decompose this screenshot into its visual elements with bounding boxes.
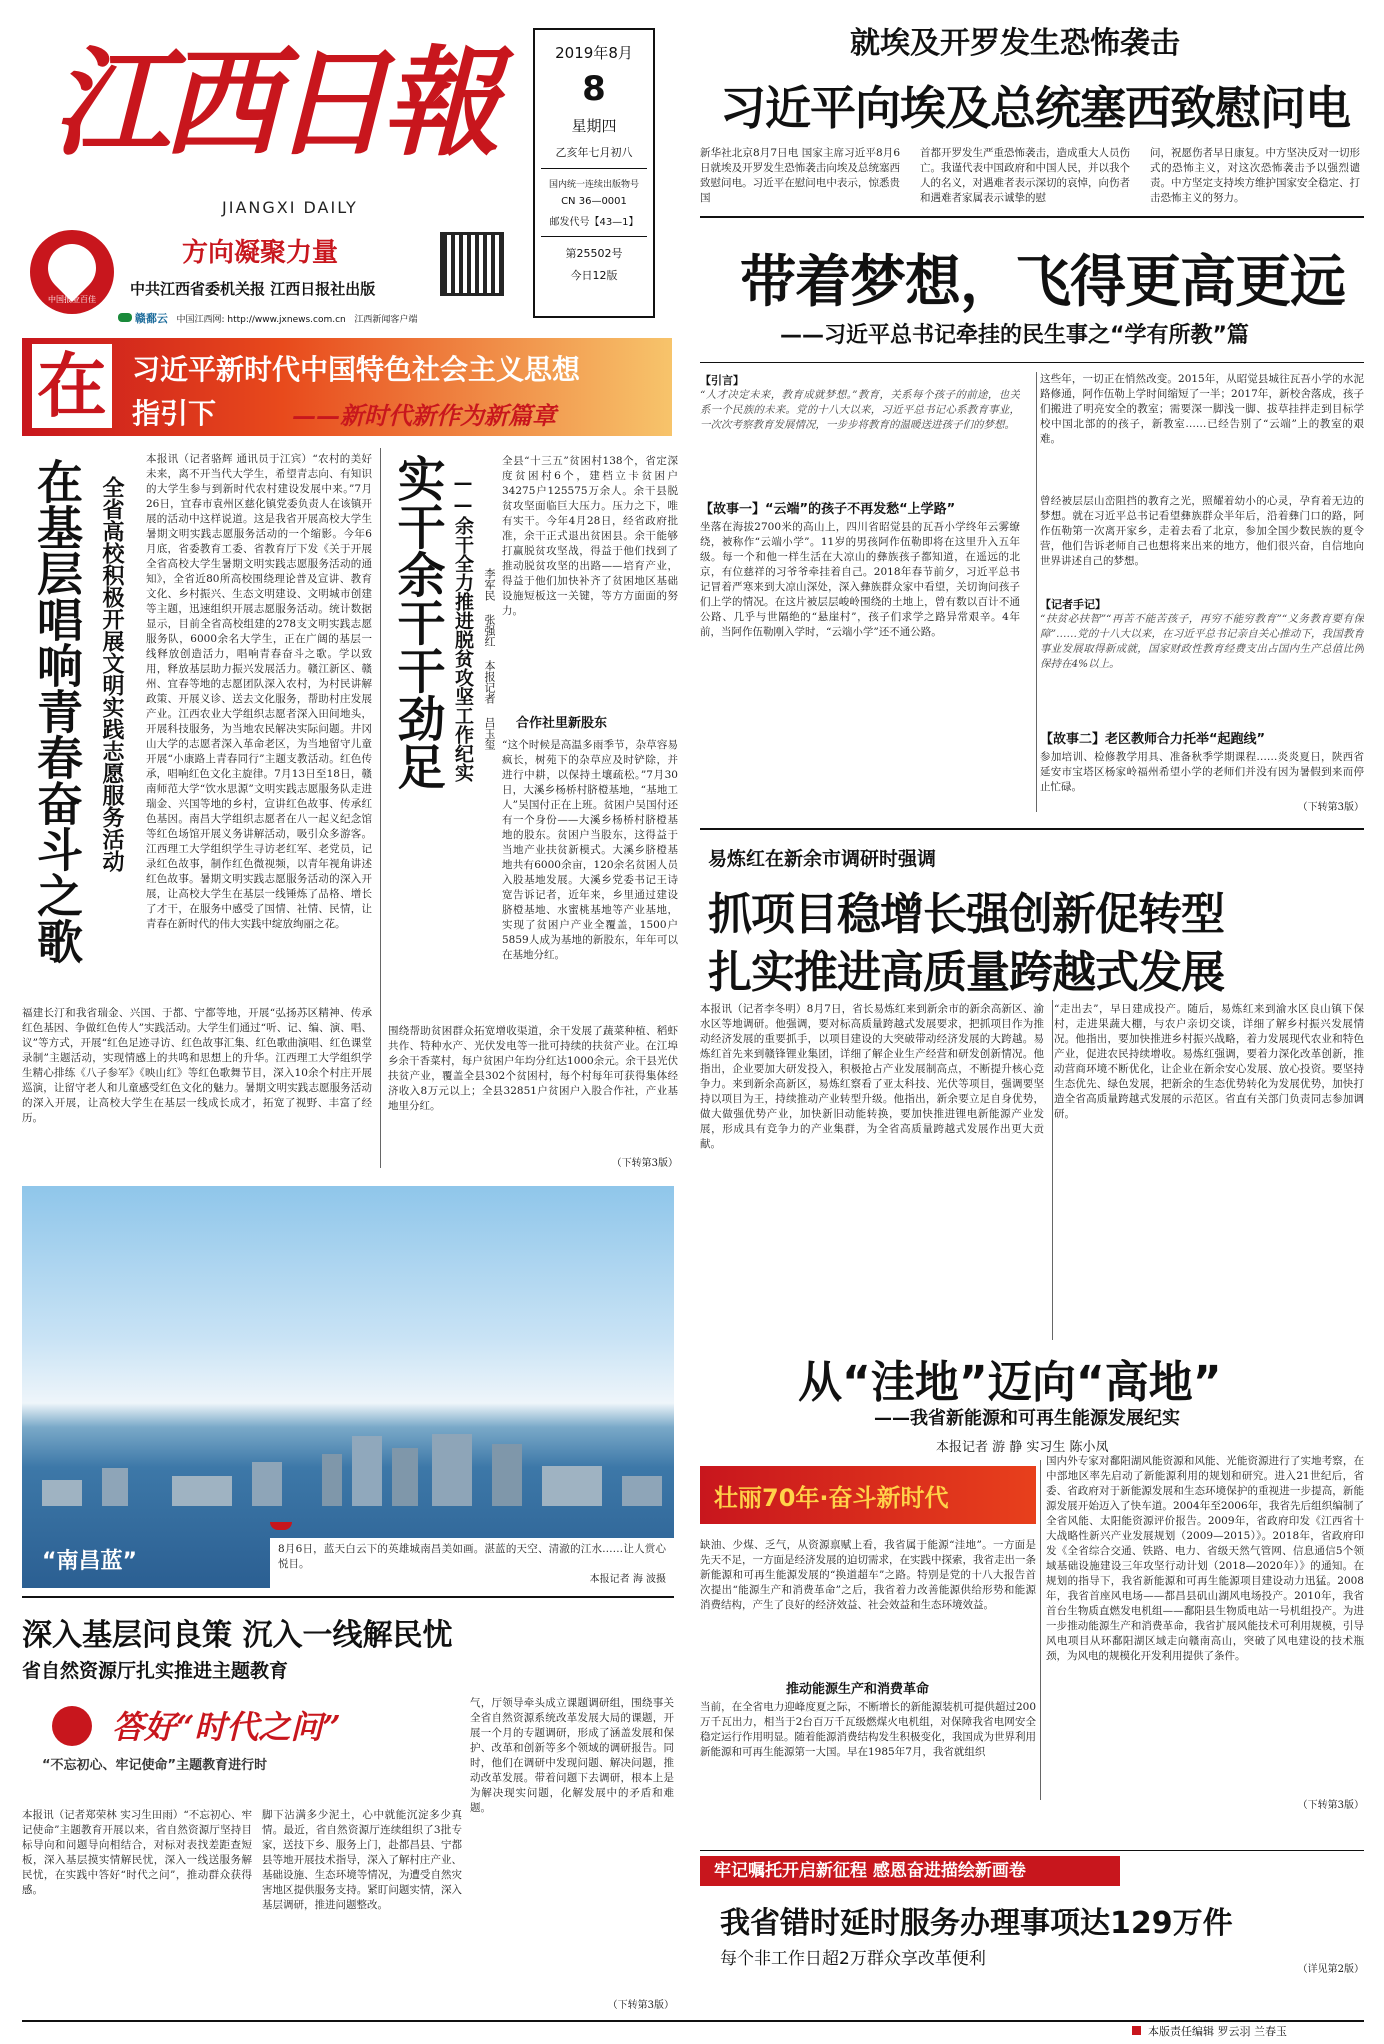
story-service — [700, 1856, 1364, 2026]
yu-byline: 李军民 张强红 本报记者 吕玉玺 — [483, 568, 496, 750]
date-pages: 今日12版 — [570, 269, 618, 282]
footer-editors: 本版责任编辑 罗云羽 兰春玉 — [1148, 2025, 1287, 2038]
yu-section: 合作社里新股东 — [516, 716, 608, 731]
egypt-col2: 首都开罗发生严重恐怖袭击，造成重大人员伤亡。我谨代表中国政府和中国人民，并以我个人的名义，对遇难者表示深切的哀悼，向伤者和遇难者家属表示诚挚的慰 — [920, 147, 1130, 204]
dream-headline: 带着梦想，飞得更高更远 — [740, 250, 1345, 315]
dream-intro-label: 【引言】 — [700, 374, 744, 387]
dream-story2-title: 【故事二】老区教师合力托举“起跑线” — [1040, 732, 1266, 747]
story-yu — [388, 448, 678, 1172]
masthead-publisher: 中共江西省委机关报 江西日报社出版 — [130, 280, 376, 298]
yu-subhead: ——余干全力推进脱贫攻坚工作纪实 — [452, 472, 474, 782]
dream-subhead: ——习近平总书记牵挂的民生事之“学有所教”篇 — [780, 323, 1249, 348]
lowland-col1-section: 推动能源生产和消费革命 — [786, 1682, 930, 1697]
yi-col-right: “走出去”，早日建成投产。随后，易炼红来到渝水区良山镇下保村，走进果蔬大棚，与农户亲切交谈，详细了解乡村振兴发展情况。他指出，要加快推进乡村振兴战略，着力发展现代农业和特色产业，促进农民持续增收。易炼红强调，要着力深化改革创新，推动营商环境不断优化，让企业在新余安心发展、放心投资。要坚持生态优先、绿色发展，把新余的生态优势转化为发展优势，加快打造全省高质量跨越式发展的示范区。省直有关部门负责同志参加调研。 — [1054, 1003, 1364, 1120]
lowland-col1b: 当前，在全省电力迎峰度夏之际，不断增长的新能源装机可提供超过200万千瓦出力，相当于2台百万千瓦级燃煤火电机组，对保障我省电网安全稳定运行作用明显。随着能源消费结构发生积极变化，我国成为世界利用新能源和可再生能源第一大国。早在1985年7月，我省就组织 — [700, 1701, 1036, 1758]
photo-caption-tag: “南昌蓝” — [42, 1549, 137, 1574]
youth-body: 本报讯（记者骆辉 通讯员于江宾）“农村的美好未来，离不开当代大学生，希望青志向、有知识的大学生参与到新时代农村建设发展中来。”7月26日，宜春市袁州区慈化镇党委负责人在该镇开展的活动中这样说道。这是我省开展高校大学生暑期文明实践志愿服务活动的一个缩影。今年6月底，省委教育工委、省教育厅下发《关于开展全省高校大学生暑期文明实践志愿服务活动的通知》，全省近80所高校围绕理论普及宣讲、教育文化、乡村振兴、生态文明建设、文明城市创建等主题，迅速组织开展志愿服务活动。统计数据显示，目前全省高校组建的278支文明实践志愿服务队，6000余名大学生，正在广阔的基层一线释放创造活力，唱响青春奋斗之歌。学以致用，释放基层助力振兴发展活力。赣江新区、赣州、宜春等地的志愿团队深入农村，为村民讲解政策、开展义诊、送去文化服务，帮助村庄发展产业。江西农业大学组织志愿者深入田间地头，开展科技服务，为当地农民解决实际问题。井冈山大学的志愿者深入革命老区，为当地留守儿童开展“小康路上青春同行”主题支教活动。红色传承，唱响红色文化主旋律。7月13日至18日，赣南师范大学“饮水思源”文明实践志愿服务队走进瑞金、兴国等地的乡村，宣讲红色故事、传承红色基因。南昌大学组织志愿者在八一起义纪念馆等红色场馆开展义务讲解活动，吸引众多游客。江西理工大学组织学生寻访老红军、老党员，记录红色故事，制作红色微视频，以青年视角讲述红色故事。暑期文明实践志愿服务活动的深入开展，让高校大学生在基层一线锤炼了品格、增长了才干，在服务中感受了国情、社情、民情，让青春在新时代的伟大实践中绽放绚丽之花。 — [146, 453, 372, 930]
lowland-col1: 缺油、少煤、乏气，从资源禀赋上看，我省属于能源“洼地”。一方面是先天不足，一方面是经济发展的迫切需求，在实践中探索，我省走出一条新能源和可再生能源发展的“换道超车”之路。特别是党的十八大报告首次提出“能源生产和消费革命”之后，我省着力改善能源供给形势和能源消费结构，产生了良好的经济效益、社会效益和生态环境效益。 — [700, 1539, 1036, 1611]
basic-col2: 脚下沾满多少泥土，心中就能沉淀多少真情。最近，省自然资源厅连续组织了3批专家，送技下乡、服务上门，赴都昌县、宁都县等地开展技术指导，深入了解村庄产业、基础设施、生态环境等情况，为遭受自然灾害地区提供服务支持。紧盯问题实情，深入基层调研，推进问题整改。 — [262, 1809, 462, 1911]
yi-headline1: 抓项目稳增长强创新促转型 — [708, 889, 1224, 940]
lowland-jump: （下转第3版） — [1297, 1800, 1364, 1811]
dream-note-label: 【记者手记】 — [1040, 598, 1106, 611]
date-issue: 第25502号 — [565, 247, 623, 260]
service-banner: 牢记嘱托开启新征程 感恩奋进描绘新画卷 — [700, 1856, 1120, 1886]
youth-body-cont: 福建长汀和我省瑞金、兴国、于都、宁都等地，开展“弘扬苏区精神、传承红色基因、争做红色传人”实践活动。大学生们通过“听、记、编、演、唱、议”等方式，开展“红色足迹寻访、红色故事汇集、红色歌曲演唱、红色课堂录制”主题活动，实现情感上的共鸣和思想上的升华。江西理工大学组织学生精心排练《八子参军》《映山红》等红色歌舞节目，深入10余个村庄开展巡演，让留守老人和儿童感受红色文化的魅力。暑期文明实践志愿服务活动的深入开展，让高校大学生在基层一线成长成才，拓宽了视野、丰富了经历。 — [22, 1007, 372, 1124]
story-dream — [700, 226, 1364, 826]
cloud-icon — [118, 313, 132, 322]
story-egypt — [700, 18, 1364, 218]
masthead-logo — [30, 230, 114, 314]
photo-credit: 本报记者 海 波摄 — [589, 1574, 666, 1585]
egypt-kicker: 就埃及开罗发生恐怖袭击 — [850, 26, 1180, 61]
banner-line1: 习近平新时代中国特色社会主义思想 — [132, 353, 581, 386]
yi-kicker: 易炼红在新余市调研时强调 — [708, 848, 937, 870]
basic-logo-sub: “不忘初心、牢记使命”主题教育进行时 — [42, 1758, 268, 1773]
lowland-subhead: ——我省新能源和可再生能源发展纪实 — [874, 1408, 1180, 1429]
yu-headline: 实干余干干劲足 — [389, 454, 445, 790]
service-subhead: 每个非工作日超2万群众享改革便利 — [720, 1949, 986, 1969]
basic-jump: （下转第3版） — [607, 2000, 674, 2011]
lowland-byline: 本报记者 游 静 实习生 陈小凤 — [936, 1440, 1109, 1455]
boat-icon — [270, 1522, 292, 1530]
ribbon-icon — [52, 1706, 92, 1746]
youth-subhead: 全省高校积极开展文明实践志愿服务活动 — [99, 476, 124, 872]
date-year-month: 2019年8月 — [555, 44, 633, 62]
lowland-banner — [700, 1466, 1036, 1524]
dream-jump: （下转第3版） — [1297, 802, 1364, 813]
masthead-slogan: 方向凝聚力量 — [182, 238, 339, 268]
footer-marker-icon — [1132, 2026, 1141, 2035]
dream-story1-title: 【故事一】“云端”的孩子不再发愁“上学路” — [700, 502, 956, 517]
date-day: 8 — [582, 69, 606, 109]
egypt-col1: 新华社北京8月7日电 国家主席习近平8月6日就埃及开罗发生恐怖袭击向埃及总统塞西致慰问电。习近平在慰问电中表示，惊悉贵国 — [700, 147, 900, 204]
date-box — [533, 28, 655, 318]
yi-headline2: 扎实推进高质量跨越式发展 — [708, 947, 1224, 998]
youth-headline: 在基层唱响青春奋斗之歌 — [30, 458, 84, 964]
dream-note: “扶贫必扶智”“再苦不能苦孩子，再穷不能穷教育”“义务教育要有保障”……党的十八大以来，在习近平总书记亲自关心推动下，我国教育事业发展取得新成就，国家财政性教育经费支出占国内生产总值比例保持在4%以上。 — [1040, 613, 1364, 670]
app-label: 江西新闻客户端 — [354, 315, 418, 325]
lowland-headline: 从“洼地”迈向“高地” — [798, 1357, 1222, 1408]
lowland-banner-text: 壮丽70年·奋斗新时代 — [714, 1484, 949, 1512]
yu-body1: 全县“十三五”贫困村138个，省定深度贫困村6个，建档立卡贫困户34275户125575万余人。余干县脱贫攻坚面临巨大压力。压力之下，唯有实干。今年4月28日，经省政府批准，余干正式退出贫困县。余干能够打赢脱贫攻坚战，得益于他们找到了推动脱贫攻坚的出路——培育产业，得益于他们加快补齐了贫困地区基础设施短板这一关键，等方方面面的努力。 — [502, 455, 678, 617]
masthead-title: 江西日報 — [52, 33, 493, 172]
date-post: 邮发代号【43—1】 — [549, 217, 639, 228]
yu-jump: （下转第3版） — [611, 1158, 678, 1169]
lowland-col2: 国内外专家对鄱阳湖风能资源和风能、光能资源进行了实地考察，在中部地区率先启动了新能源利用的规划和研究。进入21世纪后，省委、省政府对于新能源发展和生态环境保护的重视进一步提高，新能源发展开始迈入了快车道。2004年至2006年，我省先后组织编制了全省风能、太阳能资源评价报告。2009年，省政府印发《江西省十大战略性新兴产业发展规划（2009—2015）》。2018年，省政府印发《全省综合交通、铁路、电力、省级天然气管网、信息通信5个领域基础设施建设三年攻坚行动计划（2018—2020年）》的通知。在规划的指导下，我省新能源和可再生能源项目建设动力迅猛。2008年，我省首座风电场——都昌县矶山湖风电场投产。2010年，我省首台生物质直燃发电机组——鄱阳县生物质电站一号机组投产。为进一步推动能源生产和消费革命，我省扩展风能技术可利用规模，引导风电项目从环鄱阳湖区域走向赣南高山，突破了风电建设的技术瓶颈，为风电的规模化开发利用提供了条件。 — [1046, 1455, 1364, 1662]
dream-col2b: 曾经被层层山峦阻挡的教育之光，照耀着幼小的心灵，孕育着无边的梦想。就在习近平总书记看望彝族群众半年后，沿着彝门口的路，阿作伍勒第一次离开家乡，走着去看了北京，参加全国少数民族的夏令营，他们告诉老师自己也想将来出来的地方，他们很兴奋，自信地向世界讲述自己的梦想。 — [1040, 495, 1364, 567]
date-cn-label: 国内统一连续出版物号 — [548, 180, 639, 190]
basic-headline: 深入基层问良策 沉入一线解民忧 — [22, 1618, 453, 1653]
date-lunar: 乙亥年七月初八 — [555, 146, 633, 159]
skyline-icon — [22, 1446, 674, 1506]
service-jump: （详见第2版） — [1297, 1964, 1364, 1975]
egypt-col3: 问，祝愿伤者早日康复。中方坚决反对一切形式的恐怖主义，对这次恐怖袭击予以强烈谴责。中方坚定支持埃方维护国家安全稳定、打击恐怖主义的努力。 — [1150, 147, 1360, 204]
basic-subhead: 省自然资源厅扎实推进主题教育 — [22, 1660, 289, 1682]
website-link[interactable]: 中国江西网: http://www.jxnews.com.cn — [176, 315, 346, 325]
banner-thought — [22, 338, 672, 436]
masthead-links — [118, 310, 417, 326]
story-lowland — [700, 1340, 1364, 1840]
photo-nanchang — [22, 1186, 674, 1588]
logo-sub: 中国报业百佳 — [48, 295, 96, 304]
yu-body3: 围绕帮助贫困群众拓宽增收渠道，余干发展了蔬菜种植、稻虾共作、特种水产、光伏发电等一批可持续的扶贫产业。在江埠乡余干香菜村，每户贫困户年均分红达1000余元。余干县光伏扶贫产业，覆盖全县302个贫困村，每个村每年可获得集体经济收入8万元以上；全县32851户贫困户入股合作社，产业基地里分红。 — [388, 1025, 678, 1112]
story-basic — [22, 1600, 674, 2020]
story-yi — [700, 836, 1364, 1356]
dream-col2a: 这些年，一切正在悄然改变。2015年，从昭觉县城往瓦吾小学的水泥路修通，阿作伍勒上学时间缩短了一半；2017年，新校舍落成，孩子们搬进了明亮安全的教室；需要深一脚浅一脚、拔草挂拌走到目标学校中国北部的的孩子，新教室……已经告别了“云端”上的教室的艰难。 — [1040, 373, 1364, 445]
basic-col3: 气，厅领导牵头成立课题调研组，围绕事关全省自然资源系统改革发展大局的课题，开展一个月的专题调研，形成了涵盖发展和保护、改革和创新等多个领域的调研报告。同时，他们在调研中发现问题、解决问题，推动改革发展。带着问题下去调研，根本上是为解决现实问题，化解发展中的矛盾和难题。 — [470, 1697, 674, 1814]
cloud-label: 赣鄱云 — [134, 312, 168, 325]
banner-line2a: 指引下 — [132, 397, 217, 430]
basic-logo-title: 答好“时代之问” — [112, 1708, 341, 1746]
banner-line2b: ——新时代新作为新篇章 — [292, 401, 556, 430]
masthead — [22, 22, 542, 325]
flame-icon — [38, 234, 106, 302]
basic-col1: 本报讯（记者郑荣林 实习生田雨）“不忘初心、牢记使命”主题教育开展以来，省自然资源厅坚持目标导向和问题导向相结合，对标对表找差距查短板，深入基层摸实情解民忧，深入一线送服务解民忧，在实践中答好“时代之问”，推动群众获得感。 — [22, 1809, 252, 1896]
egypt-headline: 习近平向埃及总统塞西致慰问电 — [720, 81, 1350, 135]
yu-body2: “这个时候是高温多雨季节，杂草容易疯长，树苑下的杂草应及时铲除，并进行中耕，以保持土壤疏松。”7月30日，大溪乡杨桥村脐橙基地，“基地工人”吴国付正在上班。贫困户吴国付还有一个身份——大溪乡杨桥村脐橙基地的股东。贫困户当股东，这得益于当地产业扶贫新模式。大溪乡脐橙基地共有6000余亩，120余名贫困人员入股基地发展。大溪乡党委书记王诗宽告诉记者，近年来，乡里通过建设脐橙基地、水蜜桃基地等产业基地，实现了贫困户产业全覆盖，1500户5859人成为基地的新股东，年年可以在基地分红。 — [502, 739, 678, 961]
dream-story2: 参加培训、检修教学用具、准备秋季学期课程……炎炎夏日，陕西省延安市宝塔区杨家岭福州希望小学的老师们并没有因为暑假到来而停止忙碌。 — [1040, 751, 1364, 793]
footer — [22, 2020, 1364, 2038]
masthead-pinyin: JIANGXI DAILY — [222, 198, 358, 217]
yi-body: 本报讯（记者李冬明）8月7日，省长易炼红来到新余市的新余高新区、渝水区等地调研。他强调，要对标高质量跨越式发展要求，把抓项目作为推动经济发展的重要抓手，以项目建设的大突破带动经济发展的大跨越。易炼红首先来到赣锋锂业集团，详细了解企业生产经营和研发创新情况。他指出，企业要加大研发投入，积极抢占产业发展制高点，不断提升核心竞争力。来到新余高新区，易炼红察看了亚太科技、光伏等项目，强调要坚持以项目为王，持续推动产业转型升级。他指出，新余要立足自身优势，做大做强优势产业，加快新旧动能转换，要加快推进锂电新能源产业发展，形成具有竞争力的产业集群，为全省高质量跨越式发展作出更大贡献。 — [700, 1003, 1044, 1150]
basic-logo — [22, 1696, 352, 1800]
banner-big-char: 在 — [32, 344, 112, 428]
dream-story1: 坐落在海拔2700米的高山上，四川省昭觉县的瓦吾小学终年云雾缭绕，被称作“云端小学”。11岁的男孩阿作伍勒即将在这里升入五年级。每一个和他一样生活在大凉山的彝族孩子都知道，在遥远的北京，有位慈祥的习爷爷牵挂着自己。2018年春节前夕，习近平总书记冒着严寒来到大凉山深处，深入彝族群众家中看望，关切询问孩子们上学的情况。在这片被层层峻岭围绕的土地上，曾有数以百计不通公路、几乎与世隔绝的“悬崖村”，孩子们求学之路异常艰辛。4年前，当阿作伍勒刚入学时，“云端小学”还不通公路。 — [700, 521, 1020, 638]
service-headline: 我省错时延时服务办理事项达129万件 — [720, 1906, 1233, 1941]
photo-caption: 8月6日，蓝天白云下的英雄城南昌美如画。湛蓝的天空、清澈的江水……让人赏心悦目。 — [278, 1543, 666, 1570]
qr-code-icon — [440, 232, 504, 296]
date-weekday: 星期四 — [571, 117, 617, 135]
date-cn: CN 36—0001 — [561, 196, 627, 207]
dream-intro: “人才决定未来，教育成就梦想。”教育，关系每个孩子的前途，也关系一个民族的未来。党的十八大以来，习近平总书记心系教育事业，一次次考察教育发展情况，一步步将教育的温暖送进孩子们的梦想。 — [700, 389, 1020, 431]
photo-caption-box — [270, 1538, 674, 1588]
